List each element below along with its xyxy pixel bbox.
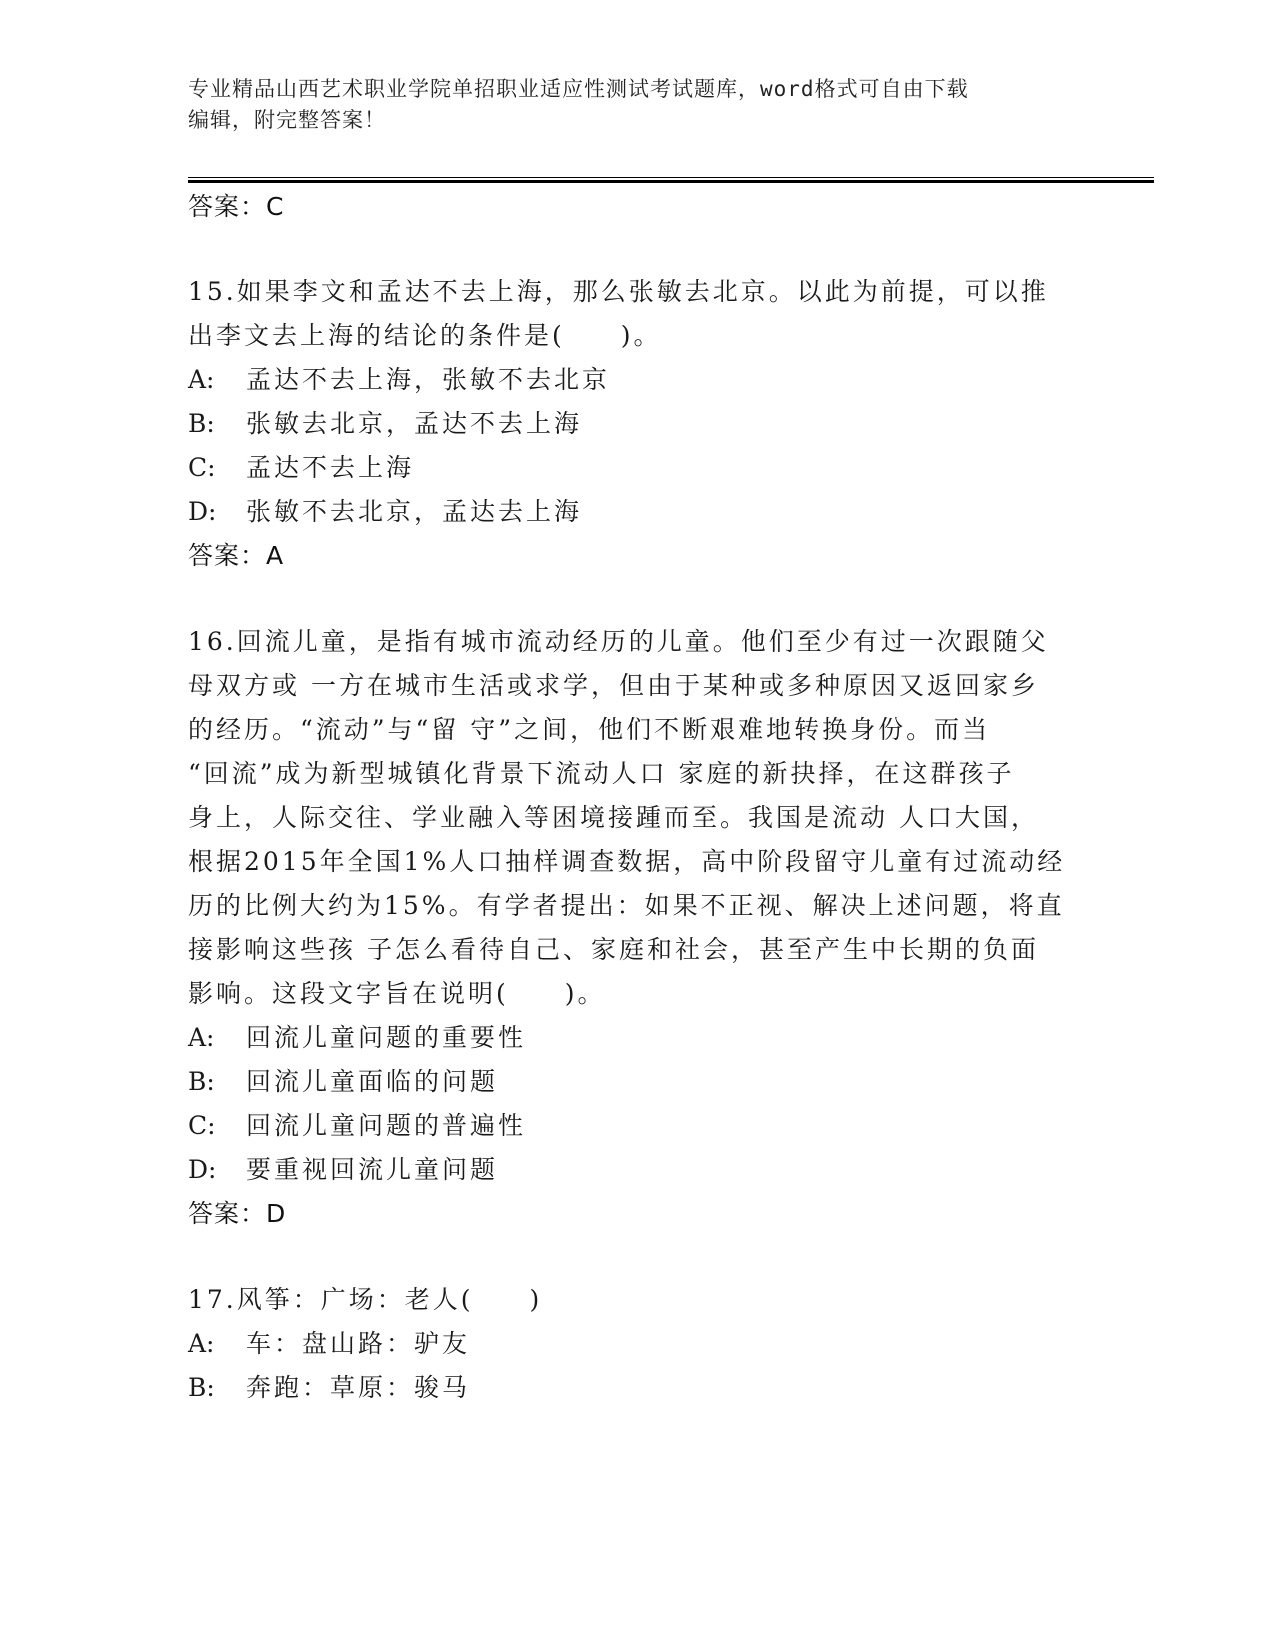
option-a — [188, 1018, 526, 1054]
option-text: 回流儿童问题的普遍性 — [246, 1111, 527, 1140]
question-text: 影响。这段文字旨在说明( )。 — [188, 979, 606, 1008]
page-header — [188, 74, 1088, 136]
option-b — [188, 404, 582, 440]
answer-text: 答案：A — [188, 541, 285, 570]
question-text: 17.风筝：广场：老人( ) — [188, 1285, 543, 1314]
option-label: C: — [188, 453, 216, 482]
option-label: B: — [188, 1067, 215, 1096]
question-text: 的经历。“流动”与“留 守”之间，他们不断艰难地转换身份。而当 — [188, 715, 991, 744]
header-divider — [188, 177, 1154, 178]
option-c — [188, 1106, 526, 1142]
question-text: 出李文去上海的结论的条件是( )。 — [188, 321, 662, 350]
option-label: D: — [188, 1155, 217, 1184]
answer-text: 答案：D — [188, 1199, 287, 1228]
question-text: 历的比例大约为15%。有学者提出：如果不正视、解决上述问题，将直 — [188, 891, 1065, 920]
header-line: 专业精品山西艺术职业学院单招职业适应性测试考试题库，word格式可自由下载 — [188, 77, 969, 101]
option-label: B: — [188, 409, 215, 438]
answer-text: 答案：C — [188, 192, 285, 221]
option-text: 孟达不去上海，张敏不去北京 — [246, 365, 611, 394]
option-d — [188, 1150, 498, 1186]
option-text: 张敏去北京，孟达不去上海 — [246, 409, 583, 438]
question-text: 接影响这些孩 子怎么看待自己、家庭和社会，甚至产生中长期的负面 — [188, 935, 1039, 964]
option-a — [188, 1324, 470, 1360]
option-text: 车：盘山路：驴友 — [246, 1329, 471, 1358]
option-text: 要重视回流儿童问题 — [246, 1155, 499, 1184]
header-line: 编辑，附完整答案！ — [188, 108, 386, 132]
question-text: 15.如果李文和孟达不去上海，那么张敏去北京。以此为前提，可以推 — [188, 277, 1049, 306]
question-text: 16.回流儿童，是指有城市流动经历的儿童。他们至少有过一次跟随父 — [188, 627, 1049, 656]
question-text: 根据2015年全国1%人口抽样调查数据，高中阶段留守儿童有过流动经 — [188, 847, 1066, 876]
option-a — [188, 360, 610, 396]
option-text: 奔跑：草原：骏马 — [246, 1373, 471, 1402]
option-label: D: — [188, 497, 217, 526]
header-divider — [188, 180, 1154, 183]
option-b — [188, 1368, 470, 1404]
option-d — [188, 492, 582, 528]
option-label: A: — [188, 365, 215, 394]
option-text: 回流儿童面临的问题 — [246, 1067, 499, 1096]
question-text: 身上，人际交往、学业融入等困境接踵而至。我国是流动 人口大国， — [188, 803, 1039, 832]
option-label: B: — [188, 1373, 215, 1402]
question-text: “回流”成为新型城镇化背景下流动人口 家庭的新抉择，在这群孩子 — [188, 759, 1015, 788]
option-b — [188, 1062, 498, 1098]
option-label: C: — [188, 1111, 216, 1140]
option-text: 孟达不去上海 — [246, 453, 415, 482]
option-label: A: — [188, 1329, 215, 1358]
option-c — [188, 448, 414, 484]
option-label: A: — [188, 1023, 215, 1052]
option-text: 张敏不去北京，孟达去上海 — [246, 497, 583, 526]
option-text: 回流儿童问题的重要性 — [246, 1023, 527, 1052]
question-text: 母双方或 一方在城市生活或求学，但由于某种或多种原因又返回家乡 — [188, 671, 1039, 700]
